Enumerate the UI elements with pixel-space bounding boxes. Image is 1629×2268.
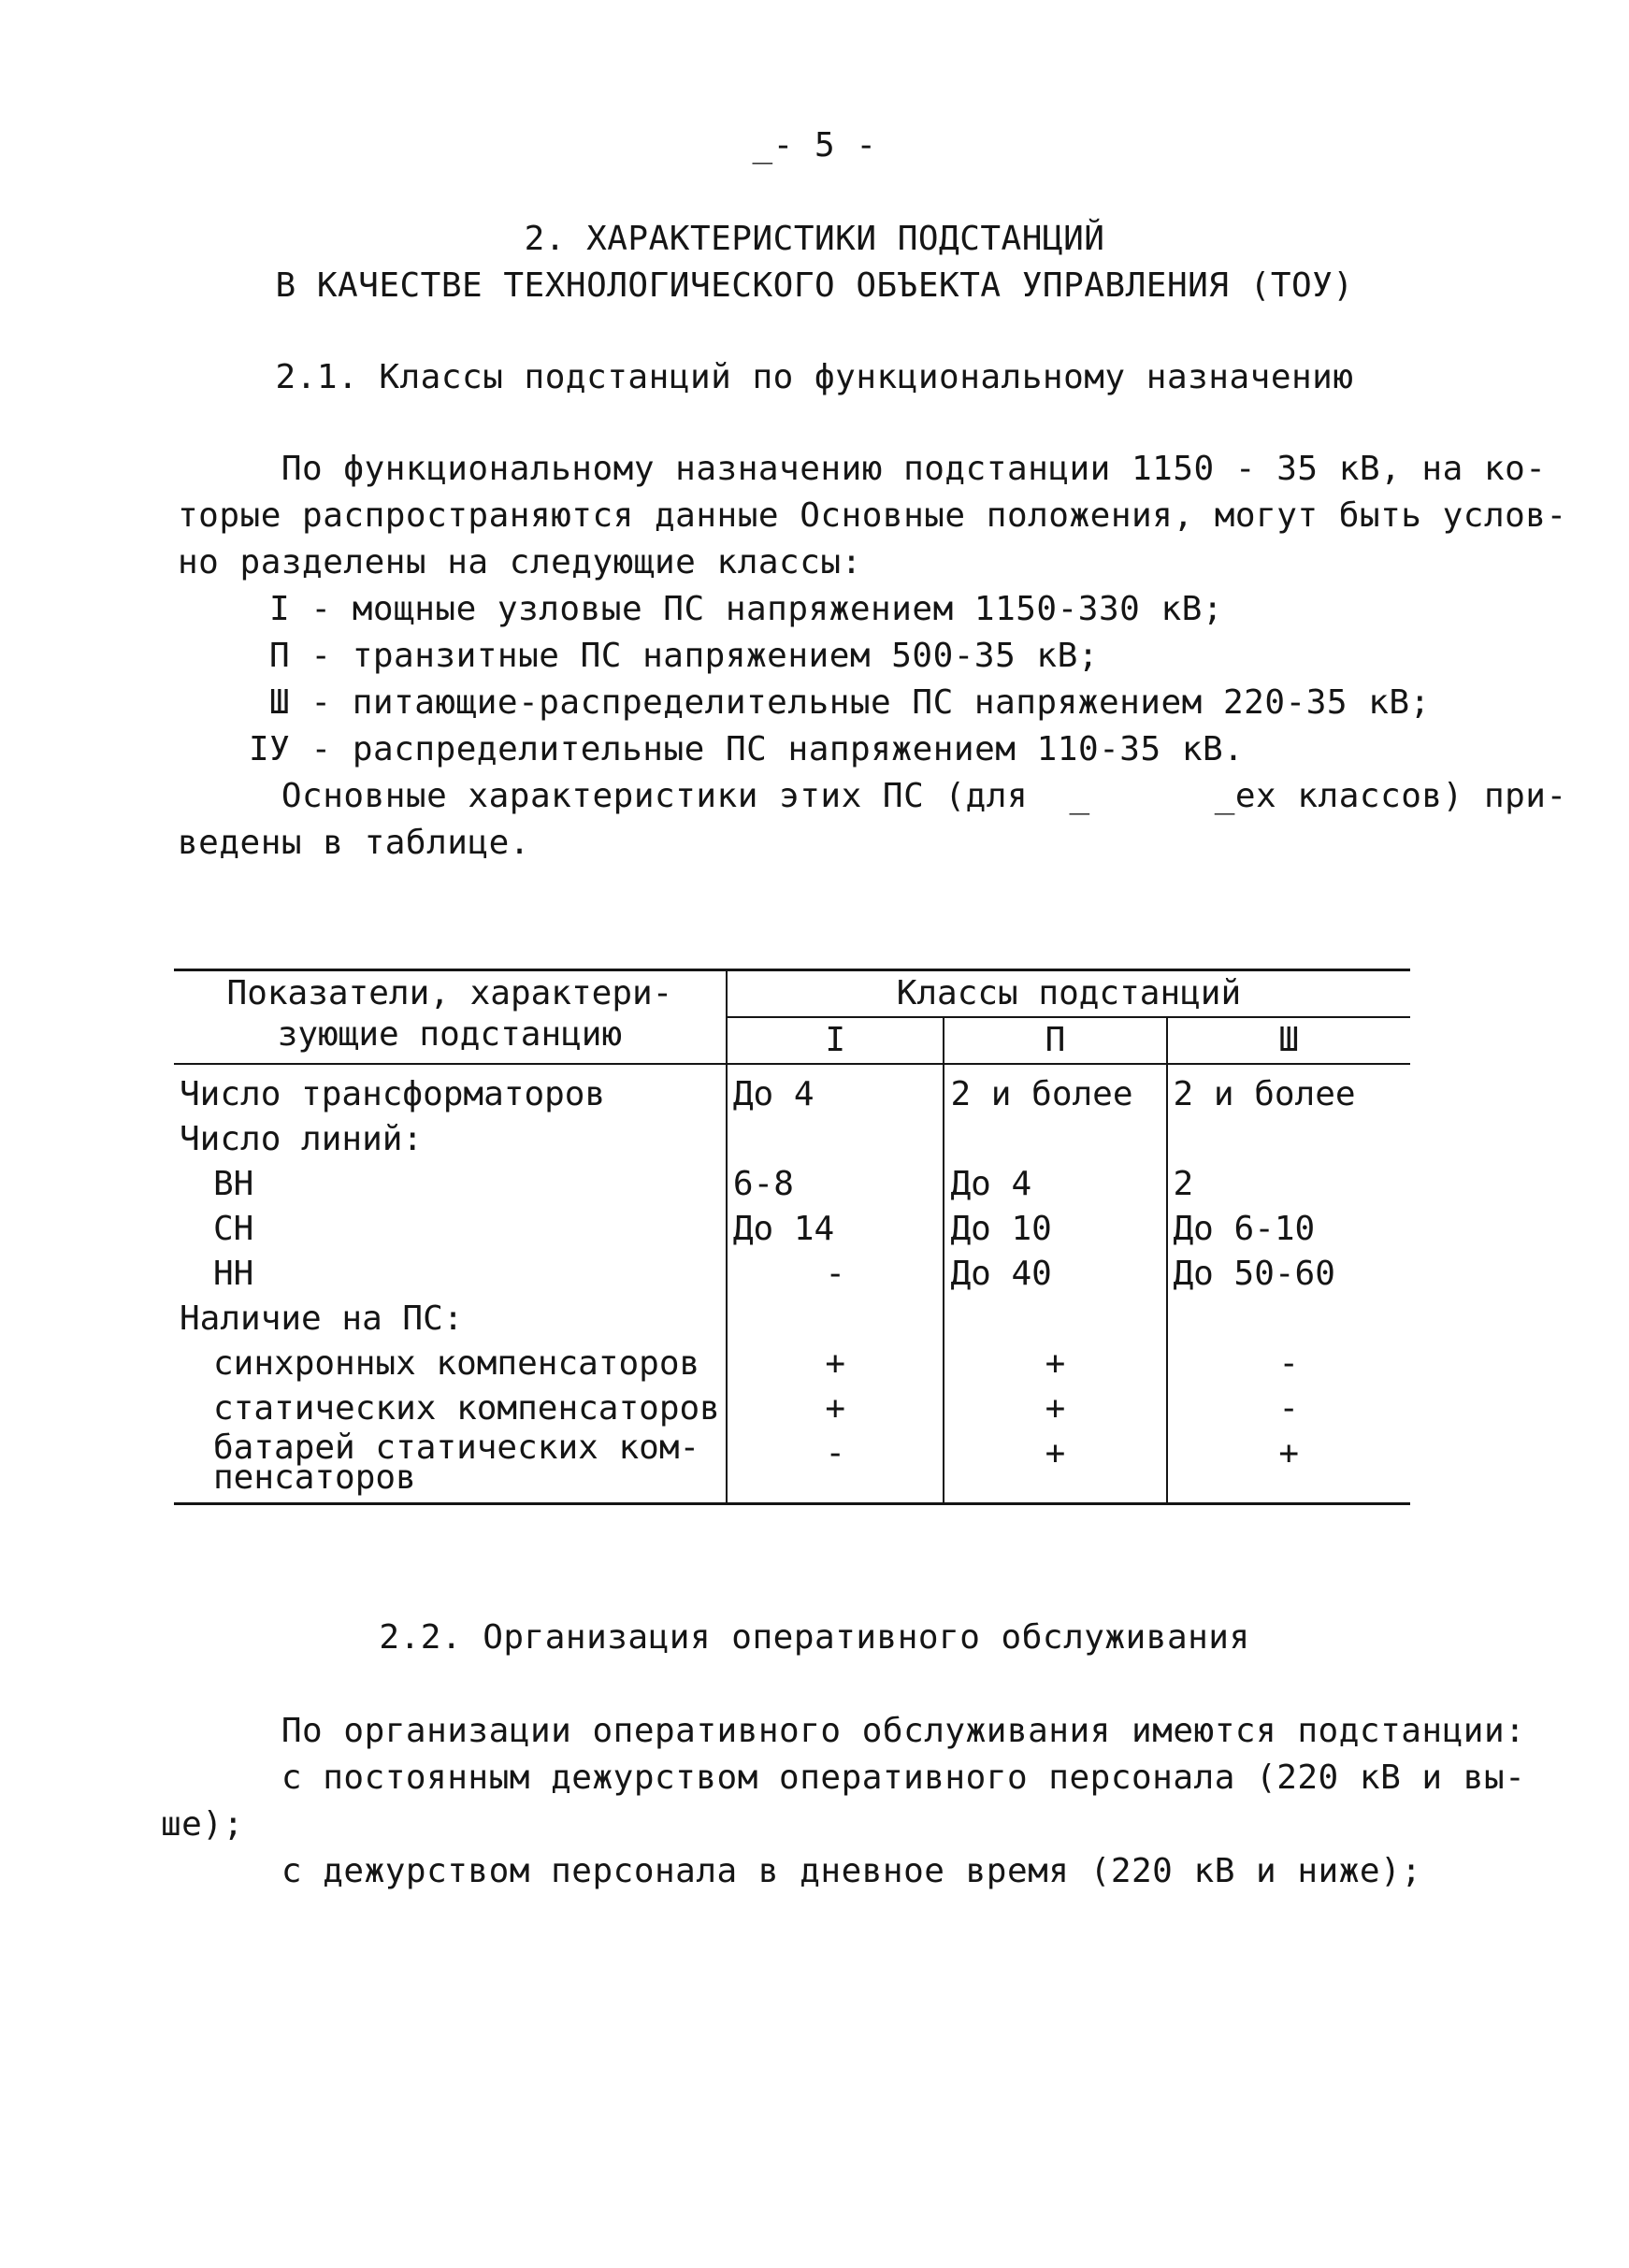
substation-classes-table	[174, 969, 1410, 1505]
class-item: IУ - распределительные ПС напряжением 110-35 кВ.	[249, 730, 1245, 768]
row-label: Наличие на ПС:	[180, 1299, 464, 1338]
table-cell	[727, 1297, 944, 1342]
paragraph-line: торые распространяются данные Основные положения, могут быть услов-	[178, 496, 1567, 535]
chapter-heading-line2: В КАЧЕСТВЕ ТЕХНОЛОГИЧЕСКОГО ОБЪЕКТА УПРАВЛЕНИЯ (ТОУ)	[275, 266, 1354, 305]
paragraph-line: ше);	[161, 1805, 244, 1844]
table-cell: До 4	[944, 1162, 1166, 1207]
table-cell: До 40	[944, 1252, 1166, 1297]
paragraph-line: с дежурством персонала в дневное время (220 кВ и ниже);	[178, 1852, 1422, 1890]
table-cell: +	[727, 1342, 944, 1386]
table-cell: До 4	[727, 1064, 944, 1117]
indicators-header-text: Показатели, характери- зующие подстанцию	[226, 974, 673, 1054]
table-row	[174, 1064, 1410, 1117]
table-cell: До 10	[944, 1207, 1166, 1252]
table-cell: -	[1167, 1342, 1411, 1386]
page-number: _- 5 -	[752, 126, 877, 165]
class-item: Ш - питающие-распределительные ПС напряжением 220-35 кВ;	[269, 683, 1431, 722]
row-label: статических компенсаторов	[213, 1389, 720, 1428]
table-cell: 2 и более	[944, 1064, 1166, 1117]
table-row	[174, 1386, 1410, 1431]
table-cell: До 50-60	[1167, 1252, 1411, 1297]
table-row	[174, 1207, 1410, 1252]
table-cell	[944, 1117, 1166, 1162]
table-cell: 2 и более	[1167, 1064, 1411, 1117]
class-header-1: I	[727, 1017, 944, 1064]
section-2-1-title: 2.1. Классы подстанций по функциональному назначению	[275, 358, 1354, 396]
table-row	[174, 1252, 1410, 1297]
paragraph-line: По функциональному назначению подстанции 1150 - 35 кВ, на ко-	[178, 450, 1547, 488]
table-cell: 6-8	[727, 1162, 944, 1207]
table-row	[174, 1117, 1410, 1162]
chapter-heading-line1: 2. ХАРАКТЕРИСТИКИ ПОДСТАНЦИЙ	[524, 220, 1105, 258]
table-cell	[727, 1117, 944, 1162]
table-cell: +	[727, 1386, 944, 1431]
class-item: I - мощные узловые ПС напряжением 1150-330 кВ;	[269, 590, 1223, 628]
row-label: Число трансформаторов	[180, 1075, 606, 1113]
row-label: батарей статических ком- пенсаторов	[213, 1428, 700, 1497]
table-cell	[1167, 1117, 1411, 1162]
summary-line: Основные характеристики этих ПС (для _ _ех классов) при-	[178, 777, 1567, 815]
table-cell: +	[944, 1342, 1166, 1386]
indicators-header	[174, 970, 727, 1065]
table-cell: +	[944, 1431, 1166, 1504]
row-label: ВН	[213, 1165, 254, 1203]
row-label: синхронных компенсаторов	[213, 1344, 700, 1383]
row-label: СН	[213, 1210, 254, 1248]
class-header-3: Ш	[1167, 1017, 1411, 1064]
table-row	[174, 1431, 1410, 1504]
paragraph-line: По организации оперативного обслуживания имеются подстанции:	[178, 1712, 1526, 1750]
table-row	[174, 1342, 1410, 1386]
table-cell: -	[727, 1431, 944, 1504]
class-item: П - транзитные ПС напряжением 500-35 кВ;	[269, 637, 1099, 675]
table-body	[174, 1064, 1410, 1504]
table-cell: -	[727, 1252, 944, 1297]
table-cell: 2	[1167, 1162, 1411, 1207]
table-cell: +	[1167, 1431, 1411, 1504]
table-cell: До 6-10	[1167, 1207, 1411, 1252]
table-cell	[944, 1297, 1166, 1342]
classes-group-header: Классы подстанций	[727, 970, 1410, 1018]
paragraph-line: с постоянным дежурством оперативного персонала (220 кВ и вы-	[178, 1758, 1526, 1797]
summary-line: ведены в таблице.	[178, 824, 530, 862]
row-label: НН	[213, 1255, 254, 1293]
class-header-2: П	[944, 1017, 1166, 1064]
section-2-2-title: 2.2. Организация оперативного обслуживания	[379, 1618, 1250, 1657]
table-cell: До 14	[727, 1207, 944, 1252]
row-label: Число линий:	[180, 1120, 424, 1158]
table-cell: +	[944, 1386, 1166, 1431]
table-cell	[1167, 1297, 1411, 1342]
table-row	[174, 1162, 1410, 1207]
table-row	[174, 1297, 1410, 1342]
paragraph-line: но разделены на следующие классы:	[178, 543, 862, 581]
table-cell: -	[1167, 1386, 1411, 1431]
